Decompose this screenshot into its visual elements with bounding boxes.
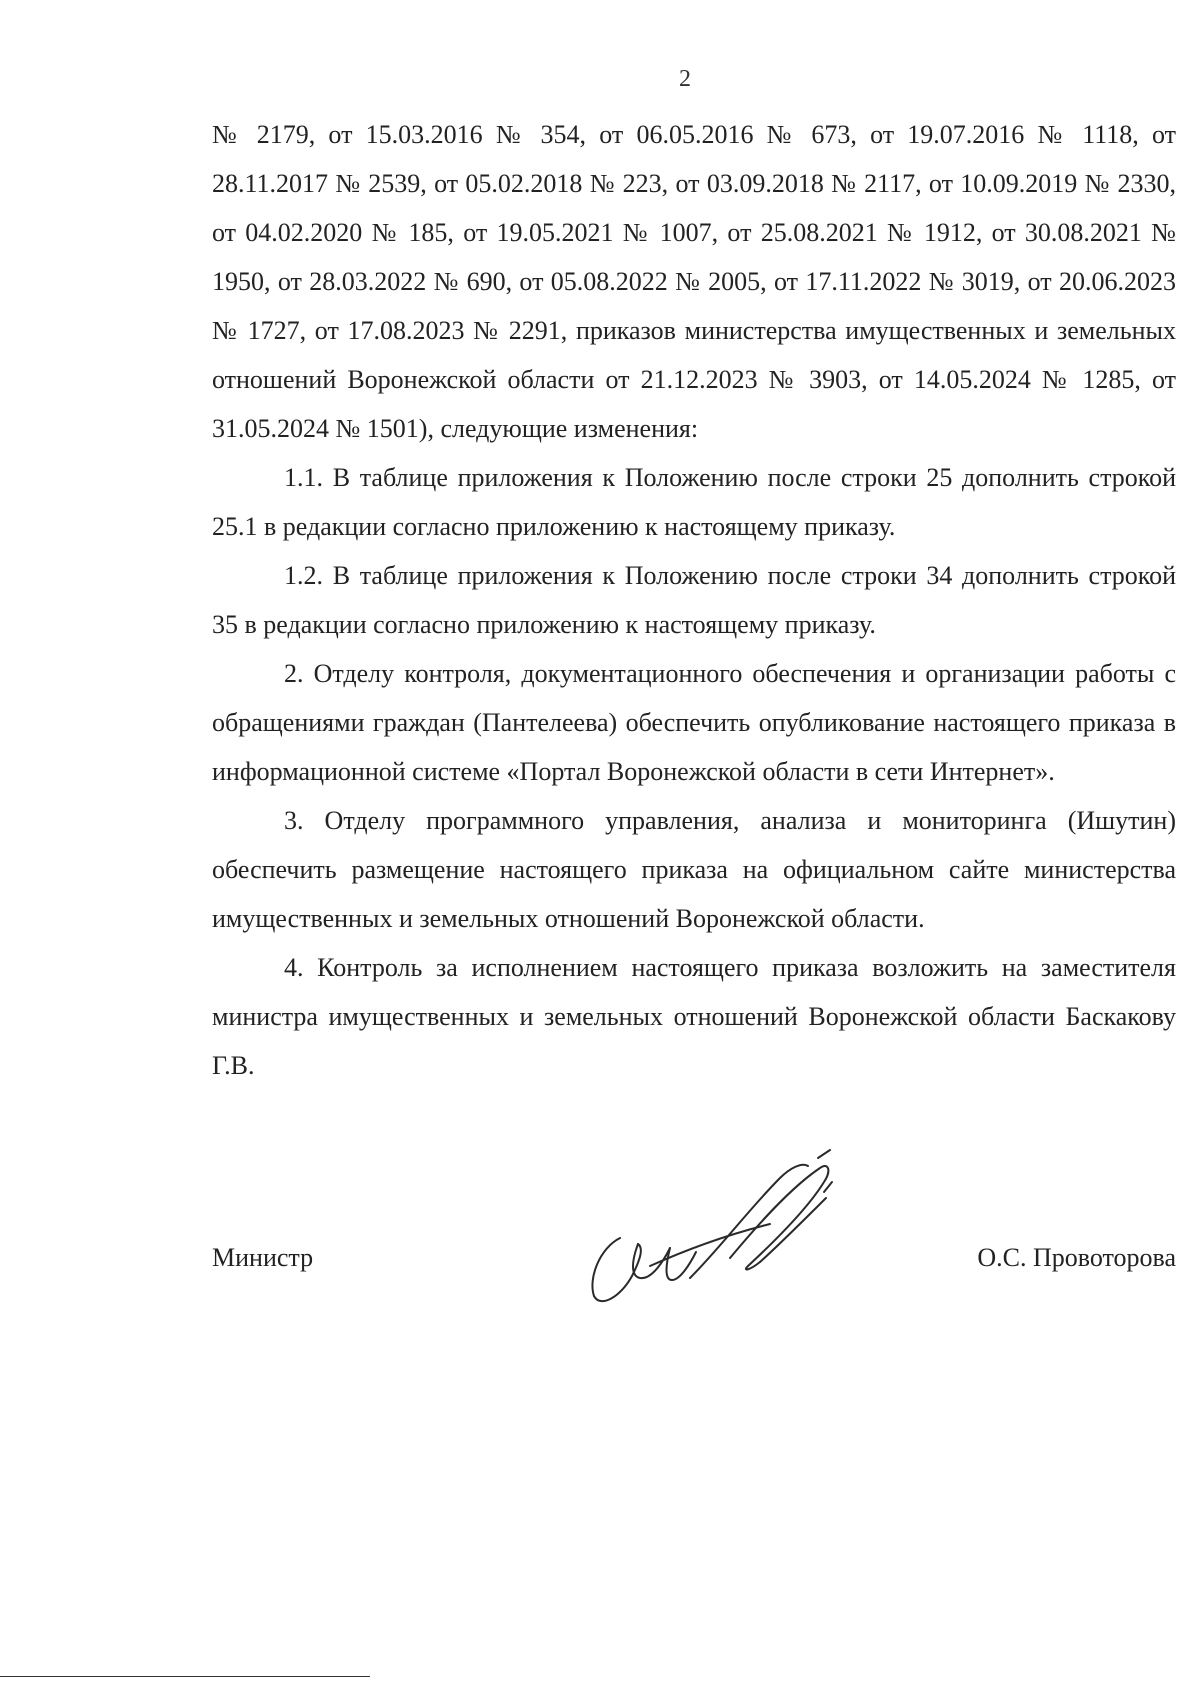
paragraph-amendments-list: № 2179, от 15.03.2016 № 354, от 06.05.2016 № 673, от 19.07.2016 № 1118, от 28.11.2017 № 2539, от 05.02.2018 № 223, от 03.09.2018 № 2117, от 10.09.2019 № 2330, от 04.02.2020 № 185, от 19.05.2021 № 1007, от 25.08.2021 № 1912, от 30.08.2021 № 1950, от 28.03.2022 № 690, от 05.08.2022 № 2005, от 17.11.2022 № 3019, от 20.06.2023 № 1727, от 17.08.2023 № 2291, приказов министерства имущественных и земельных отношений Воронежской области от 21.12.2023 № 3903, от 14.05.2024 № 1285, от 31.05.2024 № 1501), следующие изменения: bbox=[212, 120, 1176, 443]
paragraph-item-4: 4. Контроль за исполнением настоящего приказа возложить на заместителя министра имущественных и земельных отношений Воронежской области Баскакову Г.В. bbox=[212, 953, 1176, 1080]
handwritten-signature bbox=[580, 1148, 850, 1318]
page-number: 2 bbox=[679, 66, 691, 92]
document-body bbox=[212, 110, 1176, 1090]
paragraph-item-3: 3. Отделу программного управления, анализа и мониторинга (Ишутин) обеспечить размещение настоящего приказа на официальном сайте министерства имущественных и земельных отношений Воронежской области. bbox=[212, 806, 1176, 933]
paragraph-item-1-2: 1.2. В таблице приложения к Положению после строки 34 дополнить строкой 35 в редакции согласно приложению к настоящему приказу. bbox=[212, 561, 1176, 639]
signature-block bbox=[212, 1238, 1176, 1278]
footnote-separator-line bbox=[0, 1676, 370, 1677]
paragraph-item-1-1: 1.1. В таблице приложения к Положению после строки 25 дополнить строкой 25.1 в редакции согласно приложению к настоящему приказу. bbox=[212, 463, 1176, 541]
signatory-name: О.С. Провоторова bbox=[977, 1243, 1176, 1272]
paragraph-item-2: 2. Отделу контроля, документационного обеспечения и организации работы с обращениями граждан (Пантелеева) обеспечить опубликование настоящего приказа в информационной системе «Портал Воронежской области в сети Интернет». bbox=[212, 659, 1176, 786]
signatory-title: Министр bbox=[212, 1243, 314, 1272]
